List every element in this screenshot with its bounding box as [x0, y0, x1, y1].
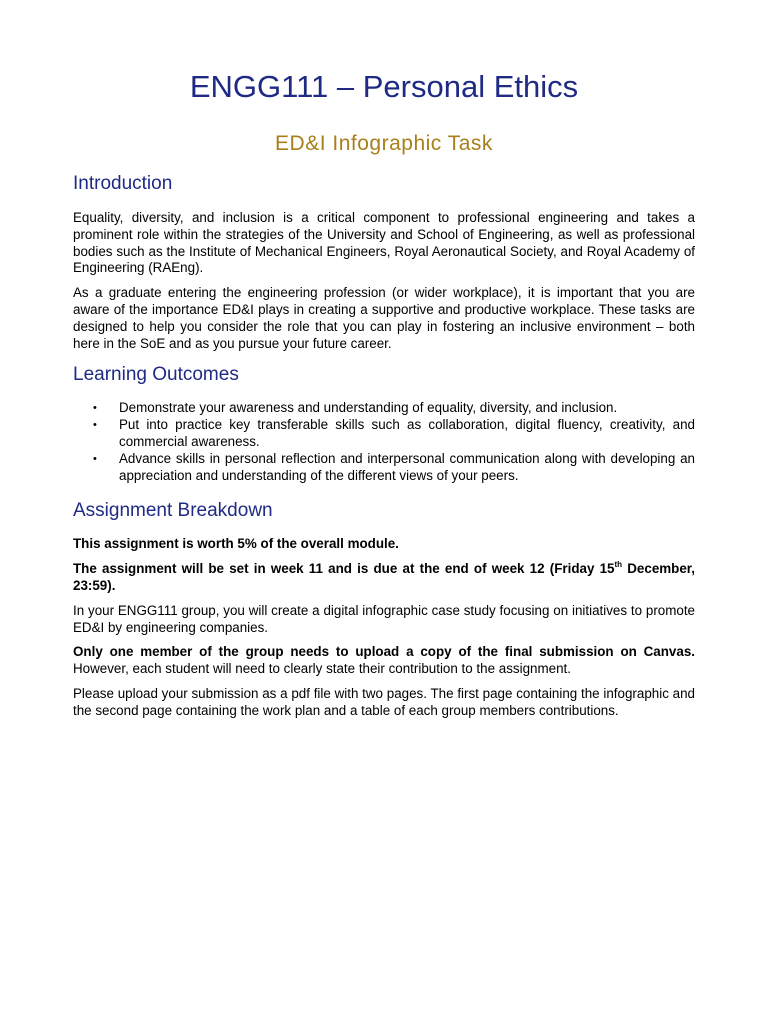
assignment-upload-instructions — [73, 644, 695, 678]
due-date-text: The assignment will be set in week 11 and is due at the end of week 12 (Friday 15 — [73, 561, 615, 577]
list-item-text: Demonstrate your awareness and understanding of equality, diversity, and inclusion. — [119, 400, 618, 416]
introduction-paragraph-2: As a graduate entering the engineering profession (or wider workplace), it is important that you are aware of the importance ED&I plays in creating a supportive and productive workplace. These tasks are designed to help you consider the role that you can play in fostering an inclusive environment – both here in the SoE and as you pursue your future career. — [73, 285, 695, 351]
learning-outcomes-heading: Learning Outcomes — [73, 364, 239, 386]
introduction-paragraph-1: Equality, diversity, and inclusion is a critical component to professional engineering and takes a prominent role within the strategies of the University and School of Engineering, as well as professional bodies such as the Institute of Mechanical Engineers, Royal Aeronautical Society, and Royal Academy of Engineering (RAEng). — [73, 210, 695, 276]
assignment-breakdown-heading: Assignment Breakdown — [73, 500, 273, 522]
list-item-text: Put into practice key transferable skills such as collaboration, digital fluency, creativity, and commercial awareness. — [119, 417, 695, 449]
learning-outcomes-list — [73, 400, 695, 484]
ordinal-suffix: th — [614, 560, 623, 570]
introduction-heading: Introduction — [73, 173, 173, 194]
assignment-due-date — [73, 561, 695, 595]
assignment-format: Please upload your submission as a pdf file with two pages. The first page containing the infographic and the second page containing the work plan and a table of each group members contributions. — [73, 685, 695, 718]
list-item-text: Advance skills in personal reflection and interpersonal communication along with developing an appreciation and understanding of the different views of your peers. — [119, 450, 695, 483]
page-subtitle: ED&I Infographic Task — [275, 132, 493, 155]
list-item — [93, 400, 695, 417]
bullet-icon: • — [93, 452, 97, 465]
assignment-group-task: In your ENGG111 group, you will create a digital infographic case study focusing on initiatives to promote ED&I by engineering companies. — [73, 602, 695, 635]
assignment-worth: This assignment is worth 5% of the overall module. — [73, 536, 399, 552]
page-title: ENGG111 – Personal Ethics — [189, 69, 579, 104]
upload-instruction-rest: However, each student will need to clearly state their contribution to the assignment. — [73, 661, 571, 677]
bullet-icon: • — [93, 419, 97, 432]
list-item — [93, 417, 695, 451]
list-item — [93, 450, 695, 485]
bullet-icon: • — [93, 402, 97, 415]
upload-instruction-bold: Only one member of the group needs to upload a copy of the final submission on Canvas. — [73, 644, 695, 660]
document-body — [73, 172, 695, 720]
due-date-text-end: December, 23:59). — [73, 561, 695, 593]
